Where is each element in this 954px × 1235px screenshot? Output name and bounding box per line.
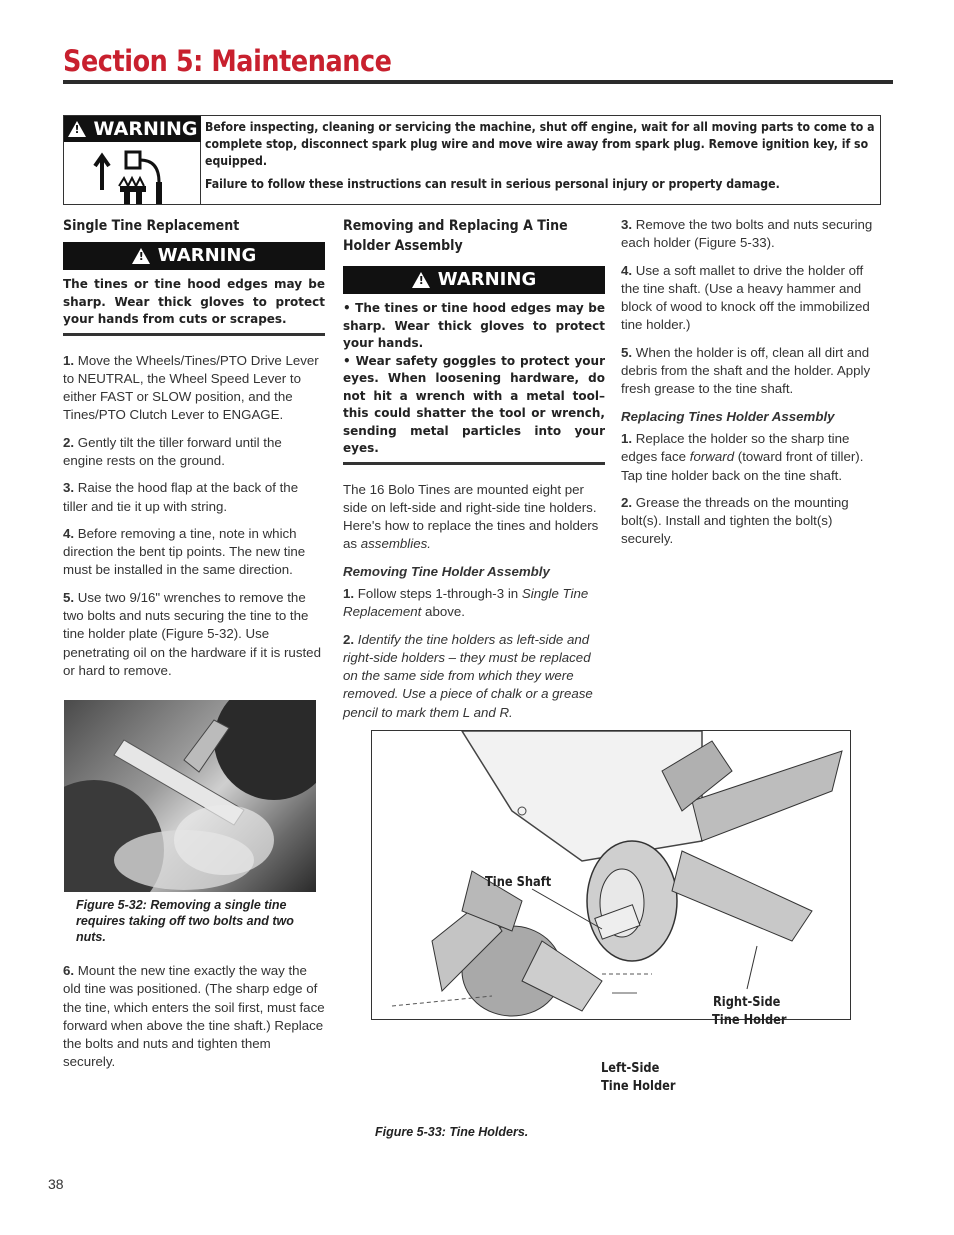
step-item: 2. Grease the threads on the mounting bolt(s). Install and tighten the bolt(s) securely. (621, 494, 849, 547)
intro-paragraph: The 16 Bolo Tines are mounted eight per side on left-side and right-side tine holders. Here's how to replace the tines and holders as assemblies. (343, 481, 599, 552)
warning-triangle-icon (132, 248, 150, 264)
warning-triangle-icon (68, 121, 86, 137)
warning-label: WARNING (157, 244, 257, 266)
figure-5-33-caption: Figure 5-33: Tine Holders. (375, 1125, 529, 1139)
step-item: 4. Use a soft mallet to drive the holder off the tine shaft. (Use a heavy hammer and block of wood to knock off the immobilized tine holder.) (621, 262, 870, 333)
top-warning-text (205, 119, 879, 193)
step-item: 2. Identify the tine holders as left-side and right-side holders – they must be replaced on the same side from which they were removed. Use a piece of chalk or a grease pencil to mark them L and R. (343, 631, 593, 720)
column-3 (621, 216, 883, 558)
page-number: 38 (48, 1176, 64, 1192)
top-warning-box (63, 115, 881, 205)
step-item: 1. Follow steps 1-through-3 in Single Tine Replacement above. (343, 585, 589, 620)
warning-label: WARNING (437, 268, 537, 290)
right-side-label: Right-Side (713, 995, 781, 1010)
tine-shaft-label: Tine Shaft (485, 875, 552, 890)
figure-5-33-illustration (371, 730, 851, 1020)
section-heading: Single Tine Replacement (63, 218, 240, 234)
column-2 (343, 216, 605, 731)
step-item: 3. Raise the hood flap at the back of the tiller and tie it up with string. (63, 480, 299, 514)
step-item: 5. Use two 9/16" wrenches to remove the two bolts and nuts securing the tine to the tine holder plate (Figure 5-32). Use penetrating oil on the hardware if it is rusted or hard to remove. (63, 589, 321, 678)
step-item: 2. Gently tilt the tiller forward until the engine rests on the ground. (63, 434, 282, 468)
step-item: 3. Remove the two bolts and nuts securing each holder (Figure 5-33). (621, 217, 873, 251)
warning-paragraph: • The tines or tine hood edges may be sharp. Wear thick gloves to protect your hands. (343, 301, 605, 350)
section-title: Section 5: Maintenance (63, 44, 392, 78)
warning-badge (64, 116, 201, 142)
warning-label: WARNING (93, 118, 198, 140)
step-item: 4. Before removing a tine, note in which direction the bent tip points. The new tine must be installed in the same direction. (63, 525, 306, 578)
step-item: 1. Replace the holder so the sharp tine edges face forward (toward front of tiller). Tap tine holder back on the tine shaft. (621, 430, 864, 483)
right-side-label-2: Tine Holder (712, 1013, 787, 1028)
left-side-label: Left-Side (601, 1061, 660, 1076)
warning-paragraph: Failure to follow these instructions can result in serious personal injury or property damage. (205, 177, 780, 191)
column-1 (63, 216, 325, 689)
warning-text (63, 276, 325, 336)
warning-badge (63, 242, 325, 270)
step-item: 1. Move the Wheels/Tines/PTO Drive Lever to NEUTRAL, the Wheel Speed Lever to either FAST or SLOW position, and the Tines/PTO Clutch Lever to ENGAGE. (63, 352, 319, 423)
subheading: Removing Tine Holder Assembly (343, 563, 550, 579)
warning-text (343, 300, 605, 465)
figure-5-32-caption: Figure 5-32: Removing a single tine requires taking off two bolts and two nuts. (76, 898, 294, 944)
column-1-continued (63, 962, 325, 1081)
warning-paragraph: • Wear safety goggles to protect your eyes. When loosening hardware, do not hit a wrench with a metal tool– this could shatter the tool or wrench, sending metal particles into your eyes. (343, 353, 605, 455)
warning-paragraph: Before inspecting, cleaning or servicing the machine, shut off engine, wait for all moving parts to come to a complete stop, disconnect spark plug wire and move wire away from spark plug. Remove ignition key, if so equipped. (205, 120, 875, 168)
section-heading: Removing and Replacing A Tine Holder Assembly (343, 218, 568, 254)
spark-plug-disconnect-icon (64, 142, 201, 204)
warning-badge (343, 266, 605, 294)
warning-paragraph: The tines or tine hood edges may be sharp. Wear thick gloves to protect your hands from cuts or scrapes. (63, 277, 325, 326)
figure-5-32-photo (64, 700, 316, 892)
title-rule (63, 80, 893, 84)
subheading: Replacing Tines Holder Assembly (621, 408, 835, 424)
left-side-label-2: Tine Holder (601, 1079, 676, 1094)
warning-triangle-icon (412, 272, 430, 288)
step-item: 6. Mount the new tine exactly the way the old tine was positioned. (The sharp edge of the tine, which enters the soil first, must face forward when above the tine shaft.) Replace the bolts and nuts and tighten them securely. (63, 963, 325, 1070)
step-item: 5. When the holder is off, clean all dirt and debris from the shaft and the holder. Apply fresh grease to the tine shaft. (621, 344, 871, 397)
